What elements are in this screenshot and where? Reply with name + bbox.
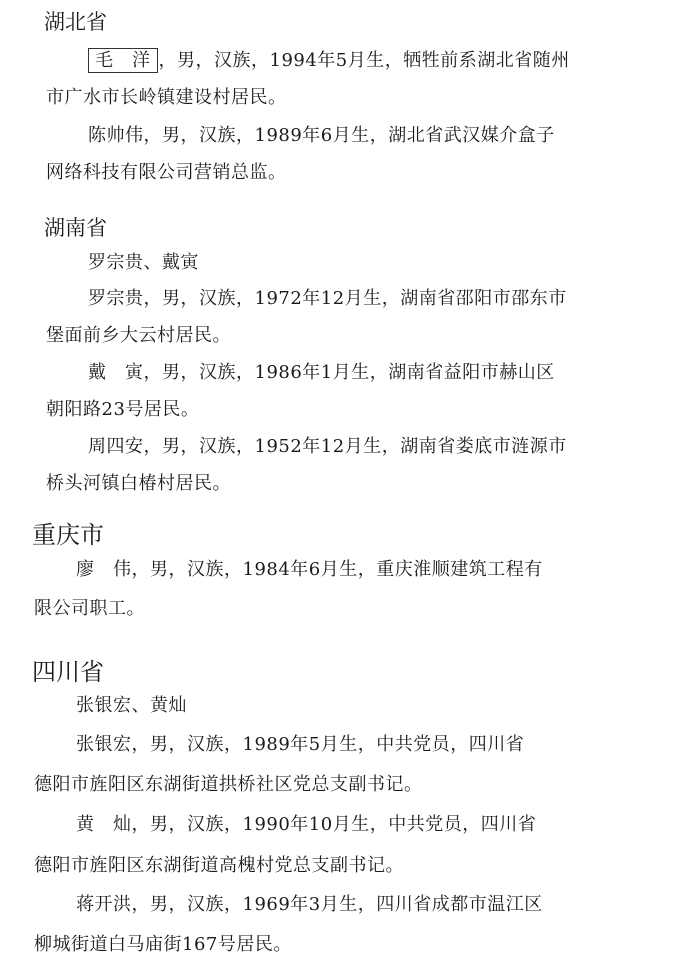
hubei-entry-2-line-2: 网络科技有限公司营销总监。 bbox=[46, 162, 287, 183]
section-heading-sichuan: 四川省 bbox=[32, 658, 104, 686]
chongqing-entry-1-line-1: 廖 伟，男，汉族，1984年6月生，重庆淮顺建筑工程有 bbox=[76, 559, 543, 580]
sichuan-entry-1-line-1: 张银宏，男，汉族，1989年5月生，中共党员，四川省 bbox=[76, 734, 525, 755]
hunan-entry-2-line-1: 戴 寅，男，汉族，1986年1月生，湖南省益阳市赫山区 bbox=[88, 362, 555, 383]
hunan-entry-1-line-1: 罗宗贵，男，汉族，1972年12月生，湖南省邵阳市邵东市 bbox=[88, 288, 567, 309]
hunan-group-names: 罗宗贵、戴寅 bbox=[88, 252, 199, 273]
hubei-entry-1-line-1 bbox=[88, 50, 570, 72]
boxed-name: 毛 洋 bbox=[88, 48, 158, 73]
sichuan-entry-2-line-1: 黄 灿，男，汉族，1990年10月生，中共党员，四川省 bbox=[76, 814, 537, 835]
hubei-entry-1-line-2: 市广水市长岭镇建设村居民。 bbox=[46, 87, 287, 108]
hunan-entry-2-line-2: 朝阳路23号居民。 bbox=[46, 399, 200, 420]
sichuan-group-names: 张银宏、黄灿 bbox=[76, 695, 187, 716]
hunan-entry-1-line-2: 堡面前乡大云村居民。 bbox=[46, 325, 231, 346]
hubei-entry-1-text: ，男，汉族，1994年5月生，牺牲前系湖北省随州 bbox=[158, 50, 570, 71]
hunan-entry-3-line-1: 周四安，男，汉族，1952年12月生，湖南省娄底市涟源市 bbox=[88, 436, 567, 457]
sichuan-entry-1-line-2: 德阳市旌阳区东湖街道拱桥社区党总支副书记。 bbox=[34, 774, 423, 795]
chongqing-entry-1-line-2: 限公司职工。 bbox=[34, 598, 145, 619]
section-heading-hunan: 湖南省 bbox=[44, 216, 107, 240]
sichuan-entry-2-line-2: 德阳市旌阳区东湖街道高槐村党总支副书记。 bbox=[34, 855, 404, 876]
hunan-entry-3-line-2: 桥头河镇白椿村居民。 bbox=[46, 473, 231, 494]
sichuan-entry-3-line-1: 蒋开洪，男，汉族，1969年3月生，四川省成都市温江区 bbox=[76, 894, 543, 915]
sichuan-entry-3-line-2: 柳城街道白马庙街167号居民。 bbox=[34, 934, 292, 955]
section-heading-chongqing: 重庆市 bbox=[32, 521, 104, 549]
section-heading-hubei: 湖北省 bbox=[44, 10, 107, 34]
hubei-entry-2-line-1: 陈帅伟，男，汉族，1989年6月生，湖北省武汉媒介盒子 bbox=[88, 125, 555, 146]
